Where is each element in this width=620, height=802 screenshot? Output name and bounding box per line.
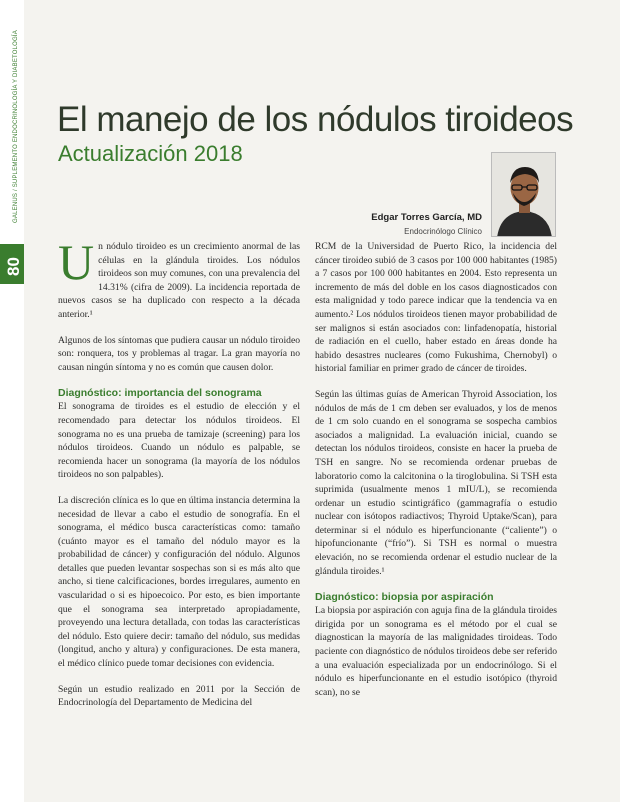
- article-subtitle: Actualización 2018: [58, 141, 243, 166]
- article-title: El manejo de los nódulos tiroideos: [57, 100, 574, 139]
- author-portrait-image: [492, 153, 556, 237]
- drop-cap: U: [58, 234, 95, 290]
- paragraph: Según un estudio realizado en 2011 por la Sección de Endocrinología del Departamento de Medicina del: [58, 683, 300, 709]
- sidebar: [0, 0, 24, 802]
- page-number-tab: [0, 244, 24, 284]
- article-column-right: [315, 240, 557, 711]
- author-photo: [491, 152, 556, 237]
- section-heading: Diagnóstico: biopsia por aspiración: [315, 591, 494, 604]
- paragraph: Algunos de los síntomas que pudiera causar un nódulo tiroideo son: ronquera, tos y problemas al tragar. La gran mayoría no causan ningún síntoma y no es común que causen dolor.: [58, 334, 300, 373]
- paragraph: [58, 234, 300, 322]
- section-heading: Diagnóstico: importancia del sonograma: [58, 387, 262, 400]
- paragraph-text: n nódulo tiroideo es un crecimiento anormal de las células en la glándula tiroides. Los nódulos tiroideos son muy comunes, con una prevalencia del 14.31% (cifra de 2009). La incidencia reportada de nuevos casos se ha duplicado con respecto a la década anterior.¹: [58, 241, 300, 320]
- running-head: GALENUS / SUPLEMENTO ENDOCRINOLOGÍA Y DIABETOLOGÍA: [13, 30, 19, 223]
- paragraph: Según las últimas guías de American Thyroid Association, los nódulos de más de 1 cm deben ser evaluados, y los de menos de 1 cm solo cuando en el sonograma se sospecha cambios asociados a malignidad. La evaluación inicial, cuando se detectan los nódulos tiroideos, consiste en hacer la prueba de TSH en sangre. No se recomienda ordenar pruebas de laboratorio como la calcitonina o la tiroglobulina. Si TSH esta suprimida (usualmente menos 1 mIU/L), se recomienda ordenar un estudio scintigráfico (gammagrafía o estudio nuclear con isótopos radiactivos; Thyroid Uptake/Scan), para determinar si el nódulo es hiperfuncionante (“caliente”) o hipofuncionante (“frío”). Si TSH es normal o muestra elevación, no se recomienda ordenar el estudio nuclear de la glándula tiroides.¹: [315, 388, 557, 577]
- author-name: Edgar Torres García, MD: [371, 212, 482, 223]
- paragraph: RCM de la Universidad de Puerto Rico, la incidencia del cáncer tiroideo subió de 3 casos por 100 000 habitantes (1985) a 7 casos por 100 000 habitantes en 2004. Esto representa un incremento de más del doble en los casos diagnosticados con esta malignidad y todo parece indicar que la tendencia va en aumento.² Los nódulos tiroideos tienen mayor probabilidad de ser malignos si están asociados con: linfadenopatía, historial de radiación en el cuello, haber estado en áreas donde ha habido desastres nucleares (como Fukushima, Chernobyl) o historial familiar en primer grado de cáncer de tiroides.: [315, 241, 557, 375]
- paragraph: El sonograma de tiroides es el estudio de elección y el recomendado para detectar los nódulos tiroideos. El sonograma no es una prueba de tamizaje (screening) para los nódulos tiroideos. Cuando un nódulo es palpable, se recomienda hacer un sonograma (la mayoría de los nódulos tiroideos no son palpables).: [58, 401, 300, 481]
- article-column-left: [58, 234, 300, 722]
- paragraph: La biopsia por aspiración con aguja fina de la glándula tiroides dirigida por un sonograma es el método por el cual se diagnostican la mayoría de las malignidades tiroideas. Todo paciente con diagnóstico de nódulos tiroideos debe ser referido a una evaluación especializada por un endocrinólogo. Si el nódulo es hiperfuncionante en el estudio isotópico (thyroid scan), no se: [315, 605, 557, 698]
- page-number: 80: [4, 257, 23, 276]
- paragraph: La discreción clínica es lo que en última instancia determina la necesidad de llevar a cabo el estudio de sonografía. En el sonograma, el médico busca características como: tamaño (cuánto mayor es el tamaño del nódulo mayor es la probabilidad de cáncer) y configuración del nódulo. Algunos detalles que pueden levantar sospechas son si es más alto que ancho, si tiene calcificaciones, bordes irregulares, aumento en vascularidad o si es hipoecoico. Por esto, es bien importante que el sonograma sea interpretado apropiadamente, proveyendo una lectura detallada, con todas las características del nódulo. Esto quiere decir: tamaño del nódulo, sus medidas (longitud, ancho y altura) y configuraciones. De esta manera, el médico clínico puede tomar decisiones con evidencia.: [58, 494, 300, 670]
- author-role: Endocrinólogo Clínico: [404, 227, 482, 236]
